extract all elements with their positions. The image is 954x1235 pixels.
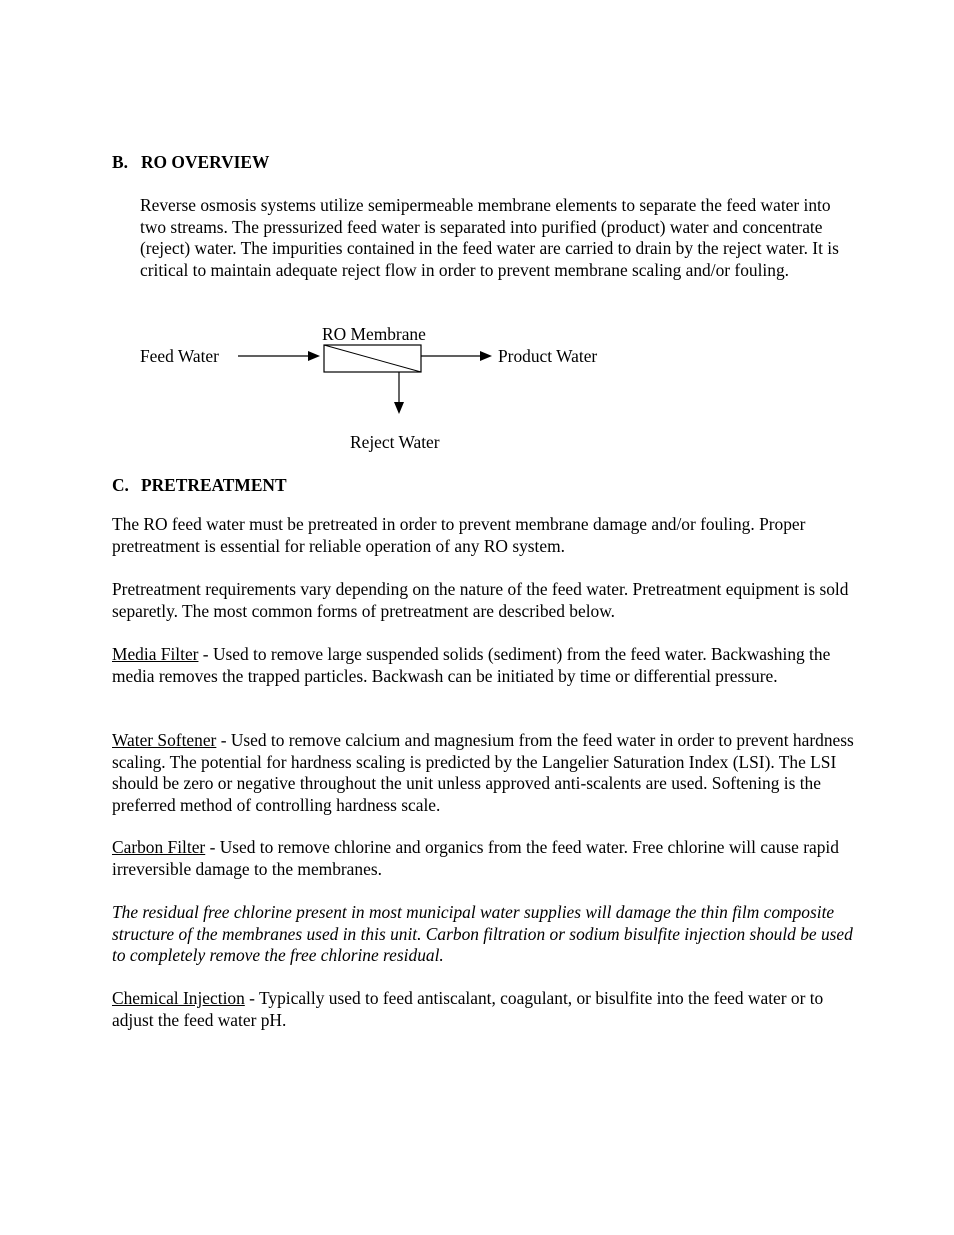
ro-membrane-label: RO Membrane (322, 324, 426, 344)
section-c-heading (112, 475, 287, 497)
feed-arrowhead (308, 351, 320, 361)
pretreatment-paragraph-2: Pretreatment requirements vary depending on the nature of the feed water. Pretreatment equipment is sold separetly. The most common forms of pretreatment are described below. (112, 579, 849, 621)
section-b-number: B. (112, 152, 128, 172)
chemical-injection-paragraph (112, 988, 857, 1031)
section-b-title: RO OVERVIEW (141, 152, 270, 172)
water-softener-paragraph (112, 730, 857, 816)
chemical-injection-term: Chemical Injection (112, 988, 245, 1008)
media-filter-paragraph (112, 644, 857, 687)
chlorine-warning-paragraph: The residual free chlorine present in most municipal water supplies will damage the thin film composite structure of the membranes used in this unit. Carbon filtration or sodium bisulfite injection should be used to completely remove the free chlorine residual. (112, 902, 853, 966)
carbon-filter-paragraph (112, 837, 857, 880)
reject-arrowhead (394, 402, 404, 414)
reject-water-label: Reject Water (350, 432, 440, 452)
ro-flow-diagram (0, 0, 954, 470)
chemical-injection-text: - Typically used to feed antiscalant, coagulant, or bisulfite into the feed water or to adjust the feed water pH. (112, 988, 824, 1030)
water-softener-text: - Used to remove calcium and magnesium from the feed water in order to prevent hardness scaling. The potential for hardness scaling is predicted by the Langelier Saturation Index (LSI). The LSI should be zero or negative throughout the unit unless approved anti-scalents are used. Softening is the preferred method of controlling hardness scale. (112, 730, 854, 815)
product-water-label: Product Water (498, 346, 598, 366)
media-filter-term: Media Filter (112, 644, 199, 664)
section-c-title: PRETREATMENT (141, 475, 287, 495)
membrane-diagonal (324, 345, 421, 372)
carbon-filter-term: Carbon Filter (112, 837, 206, 857)
media-filter-text: - Used to remove large suspended solids (sediment) from the feed water. Backwashing the media removes the trapped particles. Backwash can be initiated by time or differential pressure. (112, 644, 831, 686)
carbon-filter-text: - Used to remove chlorine and organics from the feed water. Free chlorine will cause rapid irreversible damage to the membranes. (112, 837, 839, 879)
product-arrowhead (480, 351, 492, 361)
feed-water-label: Feed Water (140, 346, 219, 366)
section-c-number: C. (112, 475, 129, 495)
pretreatment-paragraph-1: The RO feed water must be pretreated in order to prevent membrane damage and/or fouling. Proper pretreatment is essential for reliable operation of any RO system. (112, 514, 806, 556)
water-softener-term: Water Softener (112, 730, 217, 750)
ro-overview-paragraph: Reverse osmosis systems utilize semipermeable membrane elements to separate the feed water into two streams. The pressurized feed water is separated into purified (product) water and concentrate (reject) water. The impurities contained in the feed water are carried to drain by the reject water. It is critical to maintain adequate reject flow in order to prevent membrane scaling and/or fouling. (140, 195, 839, 280)
